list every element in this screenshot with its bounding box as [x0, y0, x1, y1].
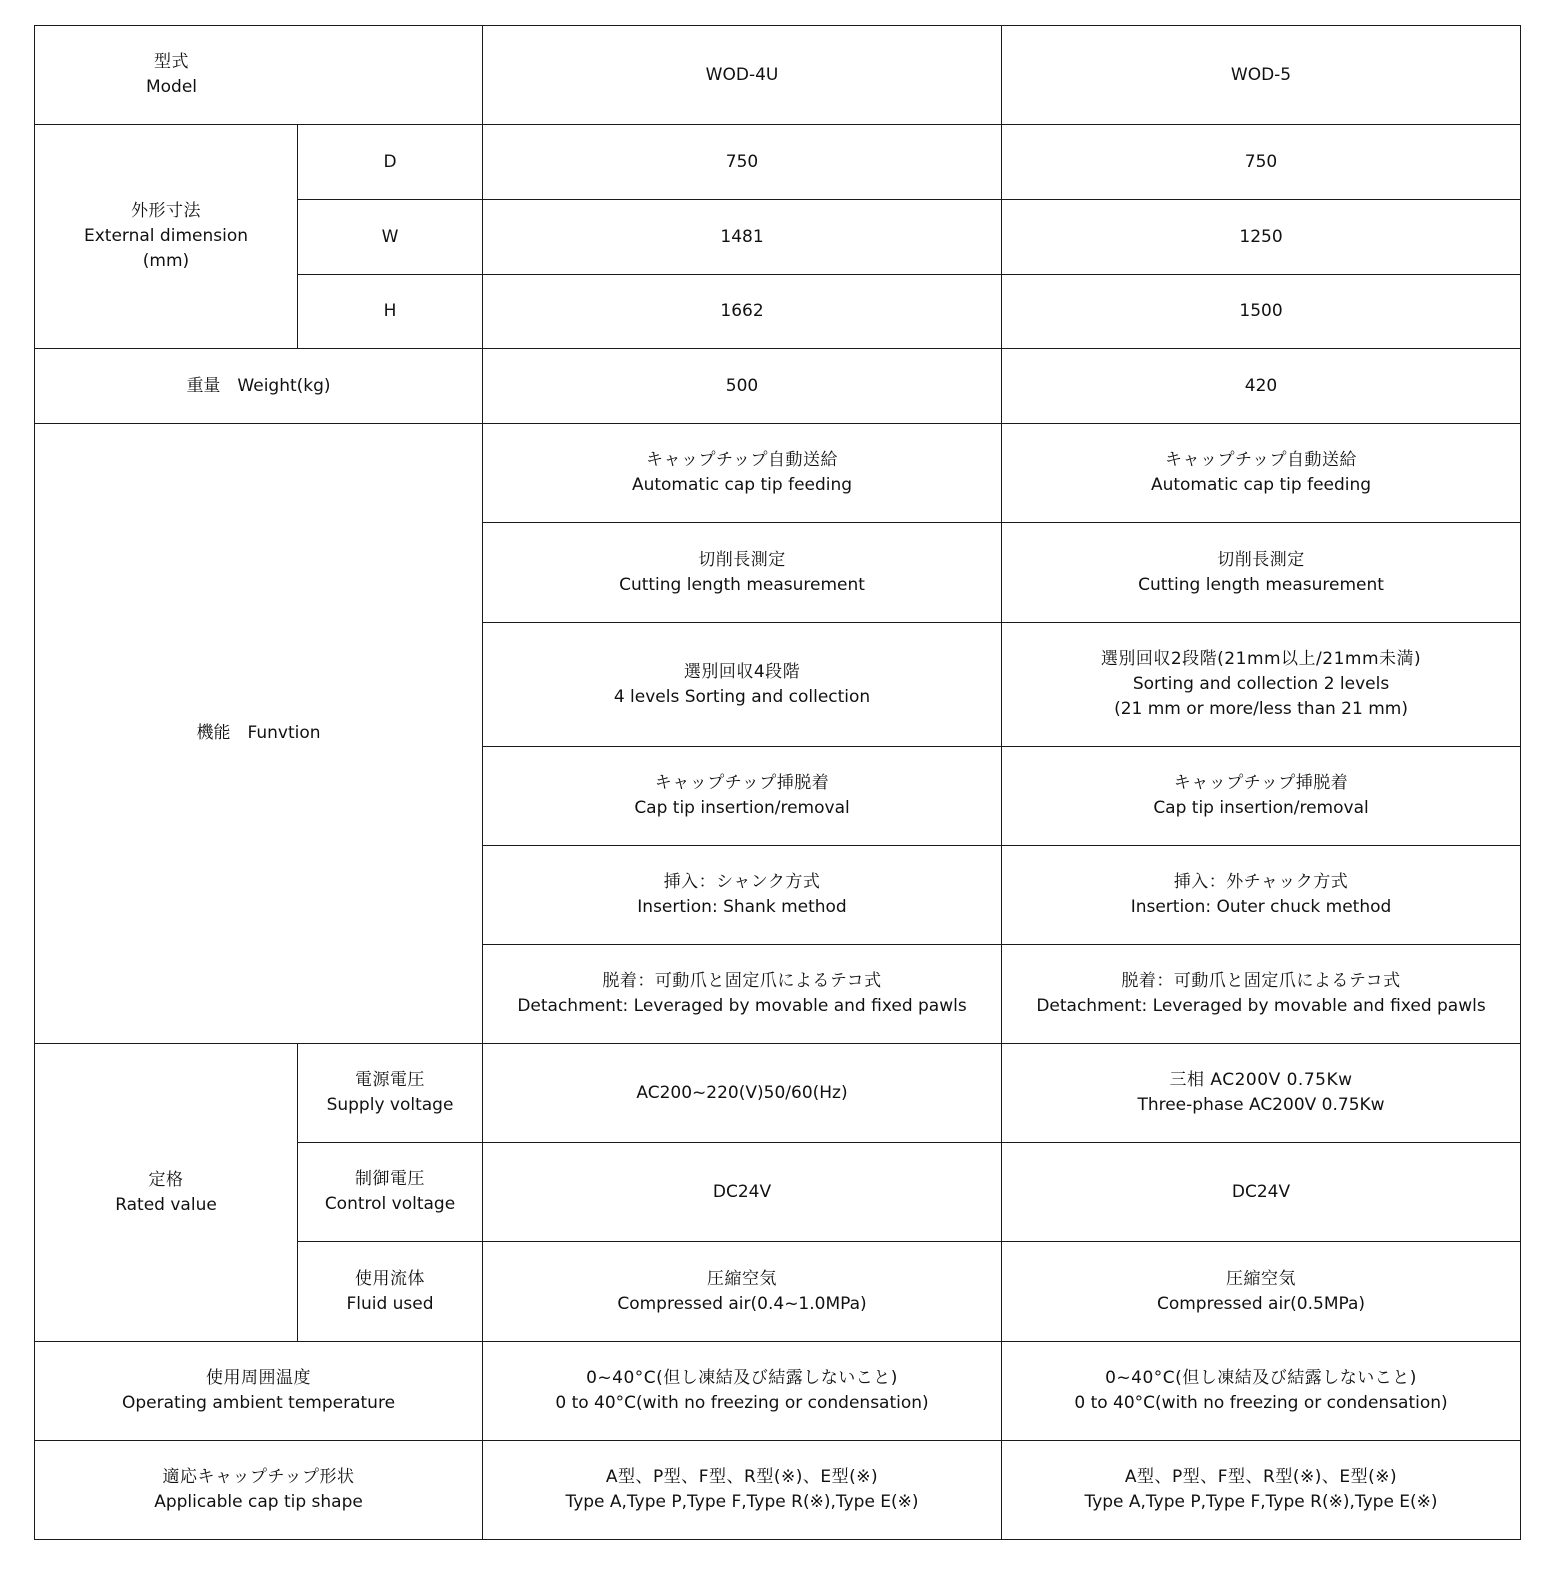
cap-tip-shape-label-en: Applicable cap tip shape: [154, 1492, 363, 1512]
model-wod5: WOD-5: [1002, 26, 1521, 125]
model-label-en: Model: [145, 77, 198, 97]
rated-label-cell: [35, 1044, 298, 1342]
model-wod4u: WOD-4U: [483, 26, 1002, 125]
function-text: Detachment: Leveraged by movable and fixed pawls: [517, 996, 967, 1016]
function-text: Sorting and collection 2 levels: [1132, 674, 1390, 694]
rated-text: Compressed air(0.5MPa): [1156, 1293, 1366, 1314]
cap-tip-shape-text: Type A,Type P,Type F,Type R(※),Type E(※): [565, 1492, 919, 1512]
cap-tip-shape-text: A型、P型、F型、R型(※)、E型(※): [605, 1467, 879, 1487]
model-label-cell: [35, 26, 483, 125]
temperature-label-ja: 使用周囲温度: [206, 1368, 311, 1388]
dimension-h-wod4u: 1662: [483, 275, 1002, 349]
dimension-w-wod4u: 1481: [483, 200, 1002, 275]
cap-tip-shape-wod5: [1002, 1441, 1521, 1540]
dimension-w-wod5: 1250: [1002, 200, 1521, 275]
temperature-label-en: Operating ambient temperature: [121, 1393, 396, 1413]
function-text: 4 levels Sorting and collection: [613, 686, 871, 707]
model-row: [35, 26, 1521, 125]
dimension-axis-h: H: [298, 275, 483, 349]
temperature-text: 0 to 40°C(with no freezing or condensation): [1074, 1393, 1448, 1413]
spec-table: [34, 25, 1521, 1540]
dimension-label-en: External dimension: [84, 226, 248, 246]
temperature-label: [35, 1342, 483, 1441]
function-label: 機能 Funvtion: [35, 424, 483, 1044]
cap-tip-shape-wod4u: [483, 1441, 1002, 1540]
function-cell: [483, 623, 1002, 747]
function-text: Cap tip insertion/removal: [634, 798, 850, 818]
control-voltage-en: Control voltage: [324, 1194, 456, 1214]
function-text: Insertion: Outer chuck method: [1130, 897, 1392, 917]
function-text: 挿入：シャンク方式: [663, 872, 821, 892]
rated-text: DC24V: [1231, 1181, 1291, 1202]
dimension-d-wod4u: 750: [483, 125, 1002, 200]
fluid-used-ja: 使用流体: [355, 1268, 425, 1289]
function-text: キャップチップ自動送給: [646, 450, 839, 470]
dimension-label-ja: 外形寸法: [131, 201, 201, 221]
supply-voltage-wod4u: [483, 1044, 1002, 1143]
temperature-text: 0~40°C(但し凍結及び結露しないこと): [586, 1368, 898, 1388]
cap-tip-shape-text: A型、P型、F型、R型(※)、E型(※): [1124, 1467, 1398, 1487]
function-cell: [483, 747, 1002, 846]
rated-label-ja: 定格: [148, 1169, 184, 1190]
control-voltage-wod4u: [483, 1143, 1002, 1242]
function-text: 選別回収4段階: [683, 661, 801, 682]
cap-tip-shape-row: [35, 1441, 1521, 1540]
rated-sub-label: [298, 1242, 483, 1342]
function-cell: [1002, 747, 1521, 846]
function-cell: [1002, 846, 1521, 945]
rated-row-supply: [35, 1044, 1521, 1143]
function-cell: [1002, 623, 1521, 747]
function-text: キャップチップ挿脱着: [654, 773, 830, 793]
weight-row: [35, 349, 1521, 424]
dimension-label-cell: [35, 125, 298, 349]
rated-text: Compressed air(0.4~1.0MPa): [617, 1293, 867, 1314]
function-cell: [1002, 424, 1521, 523]
function-cell: [483, 945, 1002, 1044]
function-text: 挿入：外チャック方式: [1173, 872, 1349, 892]
cap-tip-shape-label: [35, 1441, 483, 1540]
fluid-used-en: Fluid used: [346, 1293, 434, 1314]
weight-wod4u: 500: [483, 349, 1002, 424]
function-text: Cutting length measurement: [1138, 574, 1384, 595]
dimension-h-wod5: 1500: [1002, 275, 1521, 349]
function-text: 選別回収2段階(21mm以上/21mm未満): [1100, 649, 1422, 669]
rated-label-en: Rated value: [115, 1194, 217, 1215]
dimension-axis-w: W: [298, 200, 483, 275]
temperature-text: 0 to 40°C(with no freezing or condensation): [555, 1393, 929, 1413]
function-cell: [483, 846, 1002, 945]
function-text: Automatic cap tip feeding: [631, 475, 853, 495]
function-text: Insertion: Shank method: [637, 897, 847, 917]
control-voltage-wod5: [1002, 1143, 1521, 1242]
function-text: Automatic cap tip feeding: [1150, 475, 1372, 495]
rated-text: 圧縮空気: [707, 1268, 778, 1289]
dimension-unit: (mm): [142, 251, 190, 271]
rated-sub-label: [298, 1044, 483, 1143]
weight-label: 重量 Weight(kg): [35, 349, 483, 424]
control-voltage-ja: 制御電圧: [355, 1169, 425, 1189]
function-text: キャップチップ挿脱着: [1173, 773, 1349, 793]
temperature-wod5: [1002, 1342, 1521, 1441]
model-label-ja: 型式: [154, 52, 189, 72]
dimension-axis-d: D: [298, 125, 483, 200]
rated-sub-label: [298, 1143, 483, 1242]
supply-voltage-wod5: [1002, 1044, 1521, 1143]
fluid-used-wod5: [1002, 1242, 1521, 1342]
function-text: 切削長測定: [698, 549, 786, 570]
function-cell: [483, 523, 1002, 623]
supply-voltage-en: Supply voltage: [326, 1095, 454, 1115]
dimension-row-d: [35, 125, 1521, 200]
function-text: Cutting length measurement: [619, 574, 865, 595]
rated-text: 三相 AC200V 0.75Kw: [1169, 1070, 1353, 1090]
cap-tip-shape-label-ja: 適応キャップチップ形状: [162, 1467, 355, 1487]
rated-text: AC200~220(V)50/60(Hz): [636, 1082, 848, 1103]
weight-wod5: 420: [1002, 349, 1521, 424]
function-text: 脱着：可動爪と固定爪によるテコ式: [1121, 971, 1401, 991]
function-cell: [483, 424, 1002, 523]
temperature-text: 0~40°C(但し凍結及び結露しないこと): [1105, 1368, 1417, 1388]
function-row: [35, 424, 1521, 523]
function-text: 切削長測定: [1217, 549, 1305, 570]
function-cell: [1002, 945, 1521, 1044]
cap-tip-shape-text: Type A,Type P,Type F,Type R(※),Type E(※): [1084, 1492, 1438, 1512]
rated-text: Three-phase AC200V 0.75Kw: [1137, 1095, 1385, 1115]
supply-voltage-ja: 電源電圧: [355, 1070, 425, 1090]
temperature-wod4u: [483, 1342, 1002, 1441]
rated-text: 圧縮空気: [1226, 1268, 1297, 1289]
temperature-row: [35, 1342, 1521, 1441]
function-text: 脱着：可動爪と固定爪によるテコ式: [602, 971, 882, 991]
function-text: キャップチップ自動送給: [1165, 450, 1358, 470]
function-cell: [1002, 523, 1521, 623]
function-text: (21 mm or more/less than 21 mm): [1114, 699, 1408, 719]
rated-text: DC24V: [712, 1181, 772, 1202]
fluid-used-wod4u: [483, 1242, 1002, 1342]
dimension-d-wod5: 750: [1002, 125, 1521, 200]
function-text: Cap tip insertion/removal: [1153, 798, 1369, 818]
function-text: Detachment: Leveraged by movable and fixed pawls: [1036, 996, 1486, 1016]
